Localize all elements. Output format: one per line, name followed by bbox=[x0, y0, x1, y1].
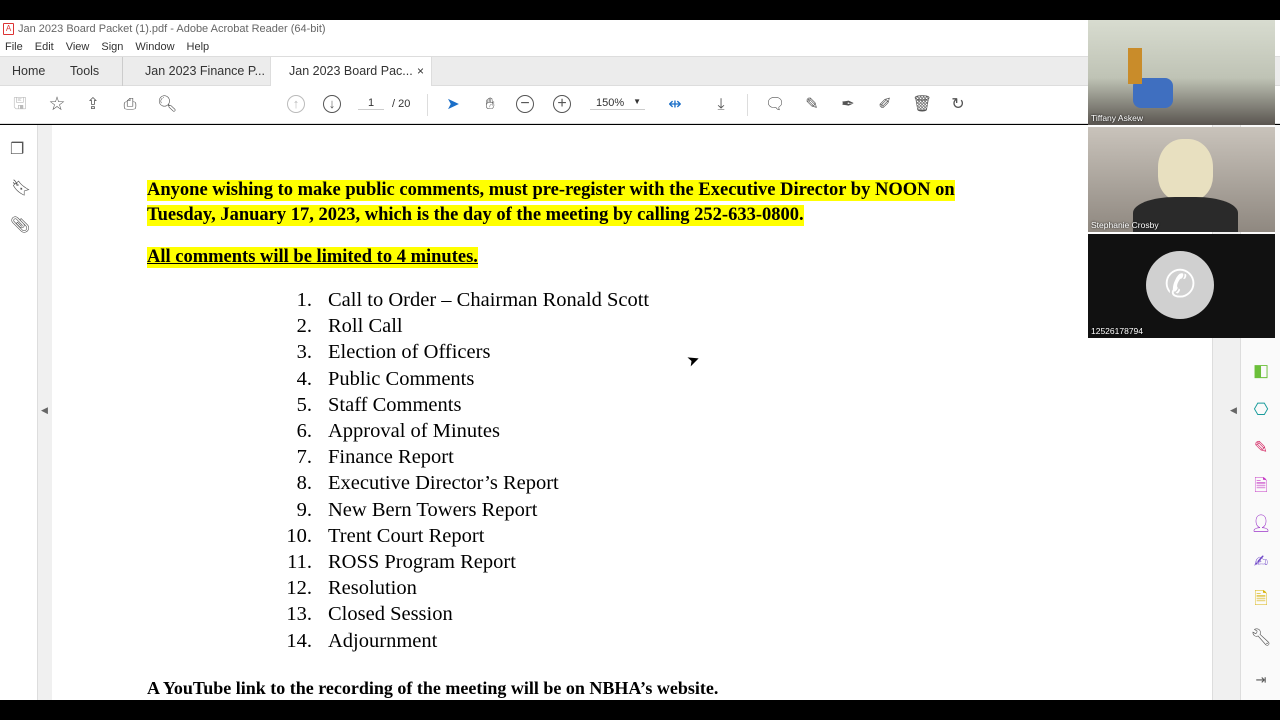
expand-left-pane-icon[interactable]: ◀ bbox=[41, 405, 48, 415]
video-tile-tiffany-askew[interactable] bbox=[1088, 20, 1275, 125]
agenda-number: 11. bbox=[287, 551, 312, 573]
page-total: / 20 bbox=[392, 98, 411, 110]
agenda-item bbox=[282, 420, 500, 446]
phone-icon: ✆ bbox=[1146, 251, 1214, 319]
agenda-item bbox=[282, 472, 559, 498]
agenda-number: 12. bbox=[286, 577, 312, 600]
agenda-item bbox=[282, 289, 649, 315]
comment-icon[interactable]: 🗨︎ bbox=[765, 96, 786, 113]
agenda-number: 6. bbox=[296, 420, 312, 442]
agenda-number: 3. bbox=[296, 341, 312, 364]
print-icon[interactable]: ⎙ bbox=[123, 96, 137, 113]
tab-home[interactable]: Home bbox=[12, 64, 46, 78]
edit-pdf-icon[interactable]: ✐ bbox=[878, 96, 892, 113]
agenda-item bbox=[282, 525, 484, 551]
collapse-right-pane-icon[interactable]: ◀ bbox=[1230, 405, 1237, 415]
agenda-item bbox=[282, 446, 454, 472]
page-up-icon[interactable]: ↑ bbox=[287, 95, 305, 113]
agenda-item bbox=[282, 341, 490, 367]
door bbox=[1128, 48, 1142, 84]
mouse-cursor-icon: ➤ bbox=[684, 350, 703, 371]
menu-file[interactable]: File bbox=[5, 41, 23, 53]
menu-edit[interactable]: Edit bbox=[34, 41, 54, 53]
window-title: Jan 2023 Board Packet (1).pdf - Adobe Acrobat Reader (64-bit) bbox=[18, 23, 326, 35]
menu-sign[interactable]: Sign bbox=[101, 41, 124, 53]
agenda-number: 5. bbox=[296, 393, 312, 416]
zoom-value: 150% bbox=[596, 97, 625, 109]
agenda-number: 8. bbox=[296, 472, 312, 495]
tab-finance-packet[interactable]: Jan 2023 Finance P... bbox=[145, 64, 265, 78]
agenda-item bbox=[282, 368, 474, 394]
menu-help[interactable]: Help bbox=[186, 41, 210, 53]
agenda-item bbox=[282, 603, 453, 629]
fill-and-sign-icon[interactable]: ✍︎ bbox=[1253, 552, 1269, 571]
star-icon[interactable]: ☆ bbox=[48, 94, 66, 115]
bookmark-icon[interactable]: 🔖︎ bbox=[11, 180, 32, 197]
public-comment-notice-2: Tuesday, January 17, 2023, which is the day of the meeting by calling 252-633-0800. bbox=[147, 205, 804, 225]
participant-name: 12526178794 bbox=[1091, 326, 1144, 336]
youtube-note: A YouTube link to the recording of the meeting will be on NBHA’s website. bbox=[147, 678, 719, 698]
agenda-number: 2. bbox=[296, 315, 312, 338]
highlight-pen-icon[interactable]: ✎ bbox=[805, 96, 819, 113]
request-signature-icon[interactable]: 👤︎ bbox=[1250, 514, 1272, 533]
agenda-text: Executive Director’s Report bbox=[328, 472, 559, 495]
participant-name: Tiffany Askew bbox=[1091, 113, 1143, 123]
participant-name: Stephanie Crosby bbox=[1091, 220, 1159, 230]
participant-head bbox=[1158, 139, 1213, 201]
public-comment-notice: Anyone wishing to make public comments, must pre-register with the Executive Director by NOON on bbox=[147, 180, 955, 200]
tab-board-packet[interactable] bbox=[270, 57, 432, 87]
scroll-mode-icon[interactable]: ⤓ bbox=[717, 96, 725, 113]
attachment-icon[interactable]: 📎︎ bbox=[10, 217, 31, 234]
agenda-text: Trent Court Report bbox=[328, 524, 485, 547]
cloud-upload-icon[interactable]: ⇪ bbox=[86, 96, 100, 113]
video-tile-phone[interactable] bbox=[1088, 234, 1275, 338]
agenda-text: New Bern Towers Report bbox=[328, 498, 538, 521]
agenda-item bbox=[282, 630, 437, 656]
agenda-item bbox=[282, 551, 516, 577]
agenda-text: Approval of Minutes bbox=[328, 420, 500, 442]
zoom-out-icon[interactable]: − bbox=[516, 95, 534, 113]
agenda-text: Staff Comments bbox=[328, 393, 462, 416]
agenda-text: Closed Session bbox=[328, 603, 453, 626]
close-tab-icon[interactable]: × bbox=[417, 64, 425, 78]
pdf-icon: A bbox=[3, 23, 14, 35]
search-icon[interactable]: 🔍︎ bbox=[157, 96, 178, 113]
rotate-icon[interactable]: ↻ bbox=[951, 96, 965, 113]
more-tools-icon[interactable]: 🔧︎ bbox=[1250, 628, 1272, 647]
chevron-down-icon: ▼ bbox=[633, 97, 641, 106]
agenda-item bbox=[282, 394, 461, 420]
save-icon[interactable]: 🖫 bbox=[13, 96, 27, 113]
tab-tools[interactable]: Tools bbox=[70, 64, 100, 78]
organize-pages-icon[interactable]: ◧ bbox=[1252, 361, 1270, 380]
hand-tool-icon[interactable]: ✋︎ bbox=[485, 96, 495, 113]
fill-sign-icon[interactable]: ✒ bbox=[841, 96, 855, 113]
fit-page-icon[interactable]: ⇹ bbox=[668, 96, 682, 113]
zoom-in-icon[interactable]: + bbox=[553, 95, 571, 113]
delete-icon[interactable]: 🗑︎ bbox=[912, 96, 933, 113]
agenda-text: Adjournment bbox=[328, 629, 438, 652]
collapse-tools-icon[interactable]: ⇥ bbox=[1255, 672, 1267, 687]
menu-view[interactable]: View bbox=[65, 41, 90, 53]
left-navigation-pane bbox=[0, 125, 38, 700]
agenda-number: 9. bbox=[296, 498, 312, 521]
agenda-text: Public Comments bbox=[328, 367, 475, 390]
comment-limit: All comments will be limited to 4 minutes. bbox=[147, 247, 478, 267]
agenda-item bbox=[282, 577, 417, 603]
pdf-page bbox=[52, 125, 1212, 700]
agenda-text: Call to Order – Chairman Ronald Scott bbox=[328, 289, 650, 311]
pages-thumbnail-icon[interactable]: ❐ bbox=[10, 141, 25, 158]
video-tile-stephanie-crosby[interactable] bbox=[1088, 127, 1275, 232]
page-down-icon[interactable]: ↓ bbox=[323, 95, 341, 113]
agenda-text: Finance Report bbox=[328, 446, 454, 469]
agenda-text: Roll Call bbox=[328, 315, 403, 338]
agenda-number: 1. bbox=[296, 289, 312, 311]
agenda-text: Election of Officers bbox=[328, 341, 491, 364]
select-cursor-icon[interactable]: ➤ bbox=[446, 96, 460, 113]
comment-tool-icon[interactable]: 🗎︎ bbox=[1254, 589, 1268, 608]
menu-window[interactable]: Window bbox=[135, 41, 175, 53]
agenda-text: ROSS Program Report bbox=[328, 551, 516, 573]
agenda-number: 7. bbox=[296, 446, 312, 469]
agenda-item bbox=[282, 499, 537, 525]
page-number-input[interactable]: 1 bbox=[358, 97, 384, 110]
agenda-number: 10. bbox=[286, 524, 312, 547]
agenda-text: Resolution bbox=[328, 577, 417, 600]
agenda-number: 14. bbox=[286, 629, 312, 652]
create-pdf-icon[interactable]: 🗎︎ bbox=[1254, 476, 1268, 495]
zoom-select[interactable] bbox=[590, 97, 645, 110]
agenda-number: 4. bbox=[296, 367, 312, 390]
agenda-item bbox=[282, 315, 403, 341]
export-pdf-icon[interactable]: ⎔ bbox=[1253, 400, 1269, 419]
tab-board-packet-label: Jan 2023 Board Pac... bbox=[289, 64, 413, 78]
edit-pdf-tool-icon[interactable]: ✎ bbox=[1253, 438, 1269, 457]
agenda-number: 13. bbox=[286, 603, 312, 626]
